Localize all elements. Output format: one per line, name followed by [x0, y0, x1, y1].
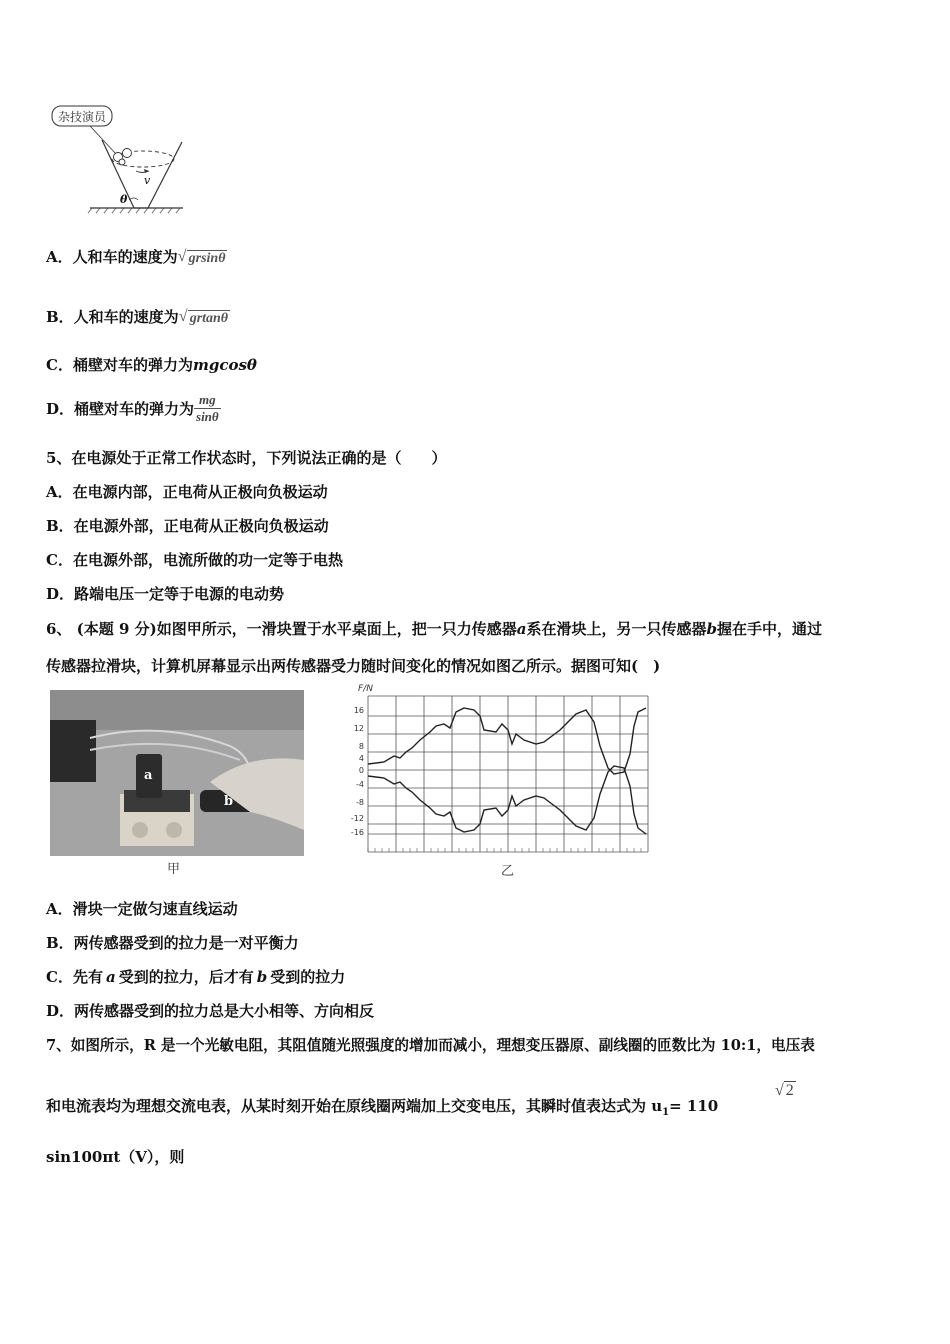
graph-y-axis-label: F/N	[358, 684, 373, 694]
q7-stem-line2: 和电流表均为理想交流电表，从某时刻开始在原线圈两端加上交变电压，其瞬时值表达式为 $u_1= 110$	[46, 1097, 719, 1118]
force-curve-a	[368, 708, 646, 774]
acrobat-cone-figure	[50, 104, 190, 214]
theta-label: θ	[120, 193, 128, 206]
force-graph	[340, 686, 652, 856]
q4-option-b: B．人和车的速度为 √ grtanθ	[46, 308, 229, 326]
q5-option-c: C．在电源外部，电流所做的功一定等于电热	[46, 551, 343, 569]
sensor-b-label: b	[224, 794, 234, 809]
q7-stem-line1: 7、如图所示，R 是一个光敏电阻，其阻值随光照强度的增加而减小，理想变压器原、副线圈的匝数比为 10:1，电压表	[46, 1037, 815, 1054]
q6-option-d: D．两传感器受到的拉力总是大小相等、方向相反	[46, 1002, 375, 1020]
sqrt-expression: √ grsinθ	[177, 248, 226, 266]
y-tick: 8	[358, 742, 364, 751]
y-tick: -12	[350, 814, 364, 823]
q6-option-b: B．两传感器受到的拉力是一对平衡力	[46, 934, 299, 952]
q6-stem-line2: 传感器拉滑块，计算机屏幕显示出两传感器受力随时间变化的情况如图乙所示。据图可知( )	[46, 657, 661, 675]
y-tick: -16	[350, 828, 364, 837]
acrobat-label: 杂技演员	[58, 110, 107, 124]
q6-stem-line1: 6、 (本题 9 分)如图甲所示，一滑块置于水平桌面上，把一只力传感器a系在滑块上，另一只传感器b握在手中，通过	[46, 620, 823, 638]
graph-caption: 乙	[501, 864, 515, 879]
force-time-chart	[340, 686, 652, 856]
fraction: $\frac{mg}{\sin\theta}$	[196, 392, 219, 424]
sensor-photo	[50, 690, 304, 856]
sqrt-two: √ 2	[775, 1082, 794, 1099]
q4-option-c: C．桶壁对车的弹力为mgcosθ	[46, 356, 257, 374]
y-tick: -8	[356, 798, 364, 807]
q5-stem: 5、在电源处于正常工作状态时，下列说法正确的是（ ）	[46, 449, 447, 467]
q6-option-c: C．先有 a 受到的拉力，后才有 b 受到的拉力	[46, 968, 346, 986]
q6-option-a: A．滑块一定做匀速直线运动	[46, 900, 238, 918]
y-tick: -4	[356, 780, 364, 789]
photo-caption: 甲	[167, 862, 181, 877]
y-tick: 0	[358, 766, 364, 775]
q7-stem-line3: sin100πt（V），则	[46, 1148, 185, 1166]
q4-option-d: D．桶壁对车的弹力为 $\frac{mg}{\sin\theta}$	[46, 392, 219, 424]
q5-option-d: D．路端电压一定等于电源的电动势	[46, 585, 285, 603]
radical-sign: √	[775, 1082, 784, 1099]
y-tick: 12	[353, 724, 364, 733]
y-tick: 4	[358, 754, 364, 763]
q5-option-a: A．在电源内部，正电荷从正极向负极运动	[46, 483, 328, 501]
velocity-label: v	[144, 174, 151, 187]
sqrt-expression: √ grtanθ	[178, 308, 229, 326]
y-tick: 16	[353, 706, 364, 715]
q4-option-a: A．人和车的速度为 √ grsinθ	[46, 248, 226, 266]
q5-option-b: B．在电源外部，正电荷从正极向负极运动	[46, 517, 329, 535]
sensor-a-label: a	[144, 768, 153, 783]
photo-figure	[50, 690, 304, 856]
